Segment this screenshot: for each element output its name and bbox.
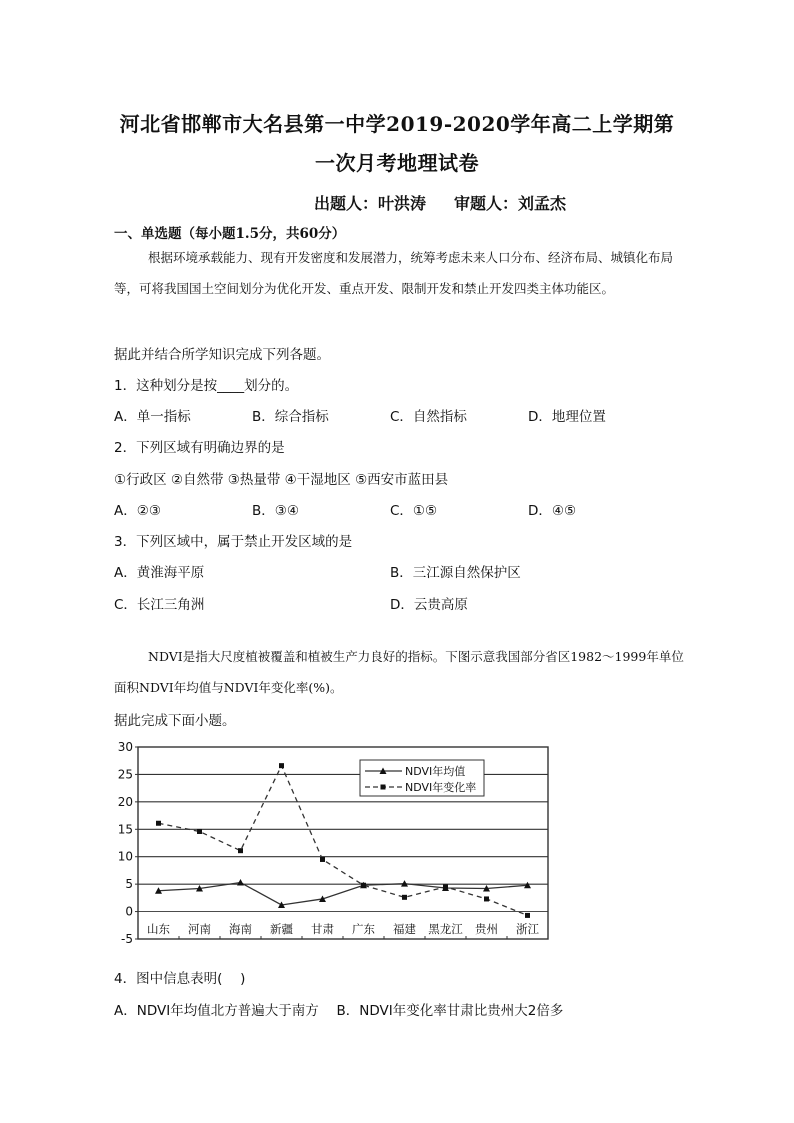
x-tick-label: 贵州: [475, 922, 498, 936]
question-2-stem: 2．下列区域有明确边界的是: [114, 440, 285, 456]
passage-1: 根据环境承载能力、现有开发密度和发展潜力，统筹考虑未来人口分布、经济布局、城镇化布局 等，可将我国国土空间划分为优化开发、重点开发、限制开发和禁止开发四类主体功能区。: [114, 250, 674, 296]
title-line-2: 一次月考地理试卷: [315, 151, 479, 175]
author-setter: 出题人：叶洪涛: [314, 194, 427, 213]
y-tick-label: 25: [117, 767, 133, 782]
instruction-1: 据此并结合所学知识完成下列各题。: [114, 347, 330, 363]
authors: [314, 191, 566, 214]
y-tick-label: 0: [125, 904, 133, 919]
x-tick-label: 黑龙江: [428, 922, 463, 936]
q1-option-c: C．自然指标: [390, 409, 467, 425]
series-line-ndvi-mean: [159, 882, 528, 904]
question-2-items: ①行政区 ②自然带 ③热量带 ④干湿地区 ⑤西安市蓝田县: [114, 472, 449, 488]
data-point-ndvi-change-rate: [525, 913, 530, 918]
y-tick-label: 15: [117, 822, 133, 837]
q3-option-b: B．三江源自然保护区: [390, 565, 521, 581]
y-tick-label: 10: [117, 849, 133, 864]
q3-option-a: A．黄淮海平原: [114, 565, 205, 581]
legend-label: NDVI年均值: [405, 765, 466, 778]
data-point-ndvi-change-rate: [484, 896, 489, 901]
q2-option-d: D．④⑤: [528, 503, 577, 519]
data-point-ndvi-change-rate: [443, 884, 448, 889]
q3-option-d: D．云贵高原: [390, 597, 468, 613]
question-3-stem: 3．下列区域中，属于禁止开发区域的是: [114, 534, 353, 550]
section-heading: 一、单选题（每小题1.5分，共60分）: [114, 226, 346, 242]
question-1-stem: 1．这种划分是按____划分的。: [114, 378, 299, 394]
q2-option-a: A．②③: [114, 503, 161, 519]
y-tick-label: 30: [117, 740, 133, 754]
x-tick-label: 甘肃: [311, 922, 334, 936]
x-tick-label: 福建: [393, 922, 416, 936]
x-tick-label: 浙江: [516, 922, 539, 936]
instruction-2: 据此完成下面小题。: [114, 713, 236, 729]
legend-marker: [381, 785, 386, 790]
q3-option-c: C．长江三角洲: [114, 597, 205, 613]
x-tick-label: 新疆: [270, 922, 293, 936]
passage-2: NDVI是指大尺度植被覆盖和植被生产力良好的指标。下图示意我国部分省区1982～1999年单位面积NDVI年均值与NDVI年变化率(%)。: [114, 649, 684, 695]
data-point-ndvi-change-rate: [197, 829, 202, 834]
data-point-ndvi-change-rate: [238, 848, 243, 853]
q2-option-b: B．③④: [252, 503, 299, 519]
x-tick-label: 山东: [147, 922, 170, 936]
y-tick-label: 20: [117, 794, 133, 809]
x-tick-label: 河南: [188, 922, 211, 936]
plot-frame: [138, 747, 548, 939]
data-point-ndvi-change-rate: [156, 821, 161, 826]
ndvi-line-chart: [114, 738, 554, 950]
q1-option-d: D．地理位置: [528, 409, 606, 425]
data-point-ndvi-change-rate: [279, 763, 284, 768]
y-tick-label: -5: [121, 932, 133, 946]
q1-option-a: A．单一指标: [114, 409, 191, 425]
legend-label: NDVI年变化率: [405, 781, 477, 794]
data-point-ndvi-change-rate: [402, 895, 407, 900]
data-point-ndvi-change-rate: [320, 857, 325, 862]
data-point-ndvi-change-rate: [361, 883, 366, 888]
q2-option-c: C．①⑤: [390, 503, 438, 519]
q4-options-a-b: A．NDVI年均值北方普遍大于南方 B．NDVI年变化率甘肃比贵州大2倍多: [114, 1003, 564, 1019]
author-reviewer: 审题人：刘孟杰: [454, 194, 567, 213]
x-tick-label: 广东: [352, 922, 375, 936]
q1-option-b: B．综合指标: [252, 409, 329, 425]
title-line-1: 河北省邯郸市大名县第一中学2019-2020学年高二上学期第: [119, 112, 675, 136]
x-tick-label: 海南: [229, 922, 252, 936]
y-tick-label: 5: [125, 877, 133, 892]
question-4-stem: 4．图中信息表明( ): [114, 971, 246, 987]
